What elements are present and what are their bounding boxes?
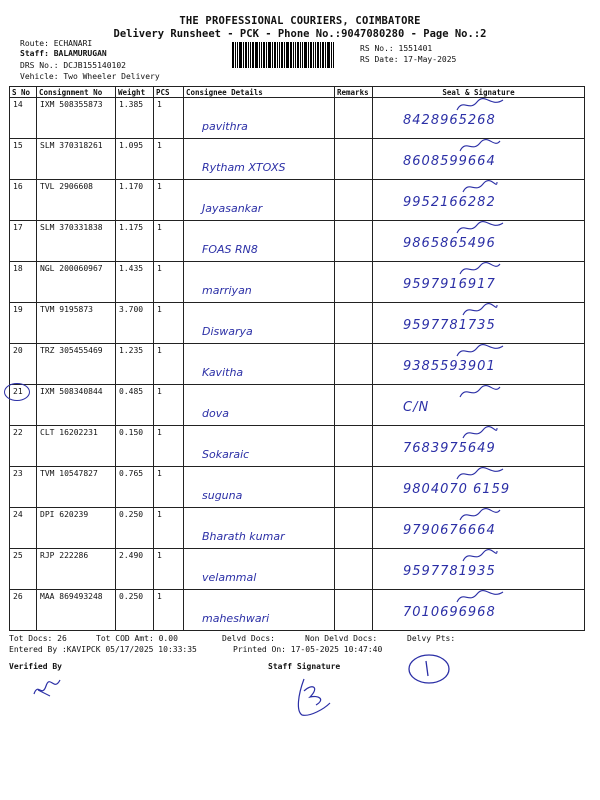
row-consignment-no: DPI 620239 bbox=[37, 508, 116, 549]
row-seal-signature bbox=[373, 590, 585, 631]
row-consignee bbox=[184, 508, 335, 549]
recipient-phone-handwritten: 9597781935 bbox=[403, 564, 496, 579]
barcode-bar bbox=[235, 42, 236, 68]
barcode-bar bbox=[304, 42, 307, 68]
barcode-bar bbox=[317, 42, 319, 68]
col-sno: S No bbox=[10, 87, 37, 98]
recipient-phone-handwritten: 7683975649 bbox=[403, 441, 496, 456]
row-remarks bbox=[335, 221, 373, 262]
recipient-phone-handwritten: 9865865496 bbox=[403, 236, 496, 251]
signature-scribble bbox=[453, 96, 513, 114]
barcode-bar bbox=[286, 42, 289, 68]
verified-by-label: Verified By bbox=[9, 662, 62, 671]
row-remarks bbox=[335, 590, 373, 631]
recipient-phone-handwritten: 9952166282 bbox=[403, 195, 496, 210]
entered-by: Entered By :KAVIPCK 05/17/2025 10:33:35 bbox=[9, 645, 197, 654]
barcode-bar bbox=[268, 42, 271, 68]
signature-scribble bbox=[453, 137, 513, 155]
barcode-bar bbox=[290, 42, 292, 68]
signature-scribble bbox=[453, 383, 513, 401]
row-pcs: 1 bbox=[154, 344, 184, 385]
barcode-bar bbox=[243, 42, 244, 68]
row-consignee bbox=[184, 303, 335, 344]
consignee-handwritten-name: Bharath kumar bbox=[202, 530, 285, 543]
barcode-bar bbox=[272, 42, 273, 68]
staff-signature-label: Staff Signature bbox=[268, 662, 341, 671]
table-row bbox=[10, 426, 585, 467]
signature-scribble bbox=[453, 342, 513, 360]
row-remarks bbox=[335, 549, 373, 590]
row-consignee bbox=[184, 590, 335, 631]
table-row bbox=[10, 303, 585, 344]
staff-signature bbox=[290, 675, 340, 720]
row-sno: 18 bbox=[10, 262, 37, 303]
barcode-bar bbox=[252, 42, 254, 68]
col-weight: Weight bbox=[116, 87, 154, 98]
barcode-bar bbox=[232, 42, 234, 68]
signature-scribble bbox=[453, 178, 513, 196]
row-sno: 22 bbox=[10, 426, 37, 467]
consignee-handwritten-name: suguna bbox=[202, 489, 243, 502]
row-seal-signature bbox=[373, 549, 585, 590]
row-sno: 17 bbox=[10, 221, 37, 262]
row-seal-signature bbox=[373, 98, 585, 139]
barcode-bar bbox=[297, 42, 299, 68]
table-row bbox=[10, 180, 585, 221]
barcode-bar bbox=[320, 42, 321, 68]
recipient-phone-handwritten: 9597781735 bbox=[403, 318, 496, 333]
recipient-phone-handwritten: 8608599664 bbox=[403, 154, 496, 169]
recipient-phone-handwritten: C/N bbox=[403, 400, 430, 415]
printed-on: Printed On: 17-05-2025 10:47:40 bbox=[233, 645, 383, 654]
row-sno: 14 bbox=[10, 98, 37, 139]
table-row bbox=[10, 262, 585, 303]
row-consignment-no: IXM 508355873 bbox=[37, 98, 116, 139]
signature-scribble bbox=[453, 465, 513, 483]
signature-scribble bbox=[453, 424, 513, 442]
delivery-stamp-circle bbox=[406, 652, 452, 686]
barcode-bar bbox=[293, 42, 294, 68]
row-pcs: 1 bbox=[154, 385, 184, 426]
row-consignee bbox=[184, 344, 335, 385]
row-weight: 1.235 bbox=[116, 344, 154, 385]
vehicle-label: Vehicle: Two Wheeler Delivery bbox=[20, 72, 160, 81]
barcode-bar bbox=[281, 42, 283, 68]
tot-docs: Tot Docs: 26 bbox=[9, 634, 67, 643]
row-consignment-no: RJP 222286 bbox=[37, 549, 116, 590]
barcode-bar bbox=[310, 42, 312, 68]
col-pcs: PCS bbox=[154, 87, 184, 98]
row-seal-signature bbox=[373, 385, 585, 426]
row-sno: 16 bbox=[10, 180, 37, 221]
row-remarks bbox=[335, 180, 373, 221]
barcode-bar bbox=[255, 42, 258, 68]
barcode-bar bbox=[300, 42, 301, 68]
row-remarks bbox=[335, 467, 373, 508]
row-consignment-no: MAA 869493248 bbox=[37, 590, 116, 631]
barcode-bar bbox=[261, 42, 262, 68]
row-sno: 23 bbox=[10, 467, 37, 508]
table-row bbox=[10, 467, 585, 508]
consignee-handwritten-name: maheshwari bbox=[202, 612, 270, 625]
table-row bbox=[10, 508, 585, 549]
row-weight: 1.435 bbox=[116, 262, 154, 303]
barcode-bar bbox=[327, 42, 330, 68]
recipient-phone-handwritten: 7010696968 bbox=[403, 605, 496, 620]
row-sno: 21 bbox=[10, 385, 37, 426]
row-consignee bbox=[184, 467, 335, 508]
row-remarks bbox=[335, 426, 373, 467]
consignee-handwritten-name: Kavitha bbox=[202, 366, 244, 379]
row-seal-signature bbox=[373, 426, 585, 467]
row-sno: 19 bbox=[10, 303, 37, 344]
barcode-bar bbox=[259, 42, 260, 68]
barcode-bar bbox=[239, 42, 242, 68]
barcode-bar bbox=[333, 42, 334, 68]
row-consignee bbox=[184, 180, 335, 221]
row-seal-signature bbox=[373, 467, 585, 508]
row-sno: 20 bbox=[10, 344, 37, 385]
barcode-bar bbox=[279, 42, 280, 68]
consignee-handwritten-name: dova bbox=[202, 407, 229, 420]
tot-cod-amt: Tot COD Amt: 0.00 bbox=[96, 634, 178, 643]
row-sno: 24 bbox=[10, 508, 37, 549]
table-row bbox=[10, 139, 585, 180]
col-consignment: Consignment No bbox=[37, 87, 116, 98]
consignee-handwritten-name: Jayasankar bbox=[202, 202, 263, 215]
row-pcs: 1 bbox=[154, 139, 184, 180]
barcode-bar bbox=[322, 42, 324, 68]
row-remarks bbox=[335, 98, 373, 139]
rs-number: RS No.: 1551401 bbox=[360, 44, 433, 53]
table-row bbox=[10, 98, 585, 139]
row-pcs: 1 bbox=[154, 180, 184, 221]
row-consignee bbox=[184, 385, 335, 426]
row-pcs: 1 bbox=[154, 262, 184, 303]
row-seal-signature bbox=[373, 180, 585, 221]
barcode-bar bbox=[263, 42, 265, 68]
col-seal-signature: Seal & Signature bbox=[373, 87, 585, 98]
rs-date: RS Date: 17-May-2025 bbox=[360, 55, 457, 64]
row-pcs: 1 bbox=[154, 467, 184, 508]
row-seal-signature bbox=[373, 262, 585, 303]
barcode-bar bbox=[274, 42, 276, 68]
consignee-handwritten-name: Diswarya bbox=[202, 325, 253, 338]
row-seal-signature bbox=[373, 303, 585, 344]
row-weight: 2.490 bbox=[116, 549, 154, 590]
row-consignment-no: TVM 10547827 bbox=[37, 467, 116, 508]
recipient-phone-handwritten: 9597916917 bbox=[403, 277, 496, 292]
signature-scribble bbox=[453, 547, 513, 565]
row-sno: 26 bbox=[10, 590, 37, 631]
table-row bbox=[10, 590, 585, 631]
row-remarks bbox=[335, 385, 373, 426]
signature-scribble bbox=[453, 588, 513, 606]
row-consignment-no: SLM 370318261 bbox=[37, 139, 116, 180]
signature-scribble bbox=[453, 219, 513, 237]
runsheet-table bbox=[9, 86, 585, 631]
row-pcs: 1 bbox=[154, 549, 184, 590]
row-weight: 1.385 bbox=[116, 98, 154, 139]
consignee-handwritten-name: Rytham XTOXS bbox=[202, 161, 286, 174]
barcode-bar bbox=[313, 42, 314, 68]
row-consignee bbox=[184, 139, 335, 180]
table-row bbox=[10, 344, 585, 385]
signature-scribble bbox=[453, 301, 513, 319]
row-consignment-no: CLT 16202231 bbox=[37, 426, 116, 467]
route-label: Route: ECHANARI bbox=[20, 39, 93, 48]
row-seal-signature bbox=[373, 139, 585, 180]
row-consignment-no: TVL 2906608 bbox=[37, 180, 116, 221]
row-weight: 0.250 bbox=[116, 590, 154, 631]
row-consignment-no: NGL 200060967 bbox=[37, 262, 116, 303]
barcode-bar bbox=[245, 42, 247, 68]
company-title: THE PROFESSIONAL COURIERS, COIMBATORE bbox=[179, 15, 421, 27]
non-delvd-docs: Non Delvd Docs: bbox=[305, 634, 378, 643]
row-consignee bbox=[184, 262, 335, 303]
row-consignment-no: IXM 508340844 bbox=[37, 385, 116, 426]
barcode-bar bbox=[284, 42, 285, 68]
delvd-docs: Delvd Docs: bbox=[222, 634, 275, 643]
row-pcs: 1 bbox=[154, 426, 184, 467]
col-consignee: Consignee Details bbox=[184, 87, 335, 98]
barcode-bar bbox=[266, 42, 267, 68]
row-pcs: 1 bbox=[154, 98, 184, 139]
row-consignment-no: SLM 370331838 bbox=[37, 221, 116, 262]
row-weight: 3.700 bbox=[116, 303, 154, 344]
consignee-handwritten-name: FOAS RN8 bbox=[202, 243, 258, 256]
row-weight: 0.250 bbox=[116, 508, 154, 549]
row-weight: 1.095 bbox=[116, 139, 154, 180]
consignee-handwritten-name: pavithra bbox=[202, 120, 248, 133]
drs-number: DRS No.: DCJB155140102 bbox=[20, 61, 126, 70]
signature-scribble bbox=[453, 260, 513, 278]
row-remarks bbox=[335, 303, 373, 344]
barcode-bar bbox=[302, 42, 303, 68]
barcode bbox=[232, 42, 352, 68]
barcode-bar bbox=[325, 42, 326, 68]
row-consignee bbox=[184, 549, 335, 590]
runsheet-subtitle: Delivery Runsheet - PCK - Phone No.:9047080280 - Page No.:2 bbox=[113, 28, 487, 40]
barcode-bar bbox=[277, 42, 278, 68]
recipient-phone-handwritten: 8428965268 bbox=[403, 113, 496, 128]
recipient-phone-handwritten: 9385593901 bbox=[403, 359, 496, 374]
row-remarks bbox=[335, 262, 373, 303]
row-seal-signature bbox=[373, 508, 585, 549]
verified-signature bbox=[28, 672, 68, 702]
row-pcs: 1 bbox=[154, 590, 184, 631]
signature-scribble bbox=[453, 506, 513, 524]
row-remarks bbox=[335, 508, 373, 549]
row-pcs: 1 bbox=[154, 508, 184, 549]
row-sno: 25 bbox=[10, 549, 37, 590]
row-weight: 0.485 bbox=[116, 385, 154, 426]
row-weight: 0.150 bbox=[116, 426, 154, 467]
barcode-bar bbox=[248, 42, 249, 68]
recipient-phone-handwritten: 9790676664 bbox=[403, 523, 496, 538]
staff-label: Staff: BALAMURUGAN bbox=[20, 49, 107, 58]
row-weight: 1.175 bbox=[116, 221, 154, 262]
row-remarks bbox=[335, 139, 373, 180]
barcode-bar bbox=[331, 42, 332, 68]
row-remarks bbox=[335, 344, 373, 385]
delvy-pts: Delvy Pts: bbox=[407, 634, 456, 643]
row-pcs: 1 bbox=[154, 303, 184, 344]
barcode-bar bbox=[315, 42, 316, 68]
barcode-bar bbox=[237, 42, 238, 68]
consignee-handwritten-name: Sokaraic bbox=[202, 448, 250, 461]
barcode-bar bbox=[250, 42, 251, 68]
row-weight: 1.170 bbox=[116, 180, 154, 221]
sno-circle-mark bbox=[4, 383, 30, 401]
table-row bbox=[10, 549, 585, 590]
row-consignment-no: TVM 9195873 bbox=[37, 303, 116, 344]
recipient-phone-handwritten: 9804070 6159 bbox=[403, 482, 511, 497]
row-pcs: 1 bbox=[154, 221, 184, 262]
row-consignee bbox=[184, 426, 335, 467]
row-seal-signature bbox=[373, 221, 585, 262]
barcode-bar bbox=[308, 42, 309, 68]
row-consignee bbox=[184, 221, 335, 262]
row-consignment-no: TRZ 305455469 bbox=[37, 344, 116, 385]
row-consignee bbox=[184, 98, 335, 139]
table-row bbox=[10, 385, 585, 426]
barcode-bar bbox=[295, 42, 296, 68]
row-sno: 15 bbox=[10, 139, 37, 180]
row-seal-signature bbox=[373, 344, 585, 385]
consignee-handwritten-name: marriyan bbox=[202, 284, 252, 297]
row-weight: 0.765 bbox=[116, 467, 154, 508]
consignee-handwritten-name: velammal bbox=[202, 571, 257, 584]
table-row bbox=[10, 221, 585, 262]
col-remarks: Remarks bbox=[335, 87, 373, 98]
